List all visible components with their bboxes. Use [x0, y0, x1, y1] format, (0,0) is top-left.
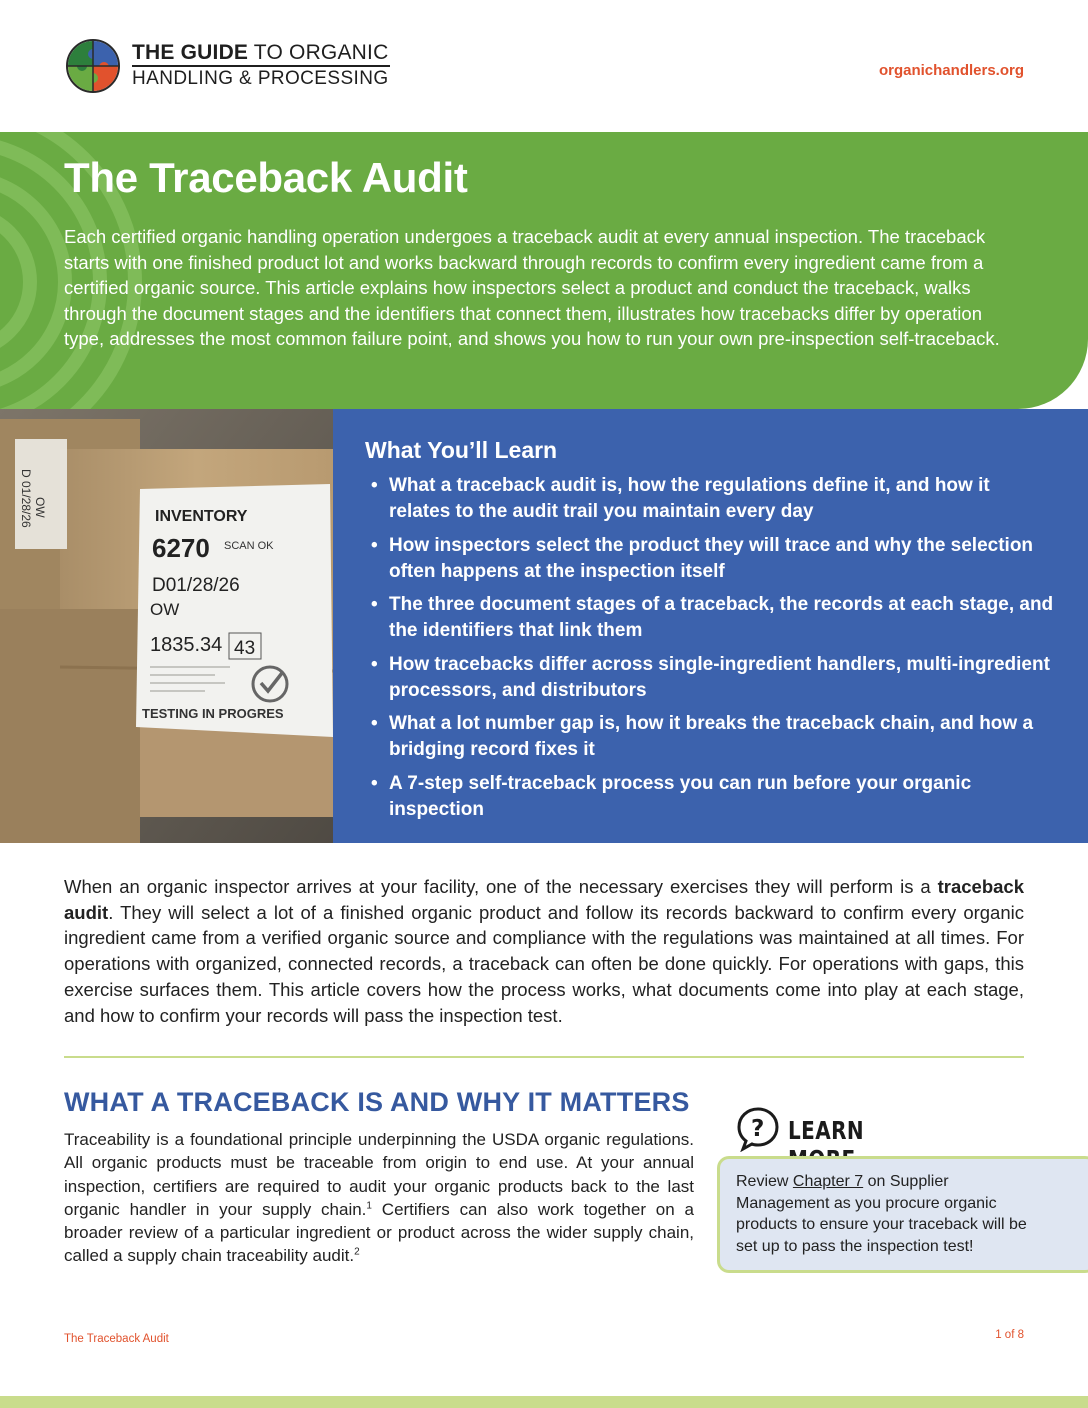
learn-more-header — [736, 1106, 956, 1152]
guide-logo[interactable] — [64, 38, 394, 94]
section-heading: WHAT A TRACEBACK IS AND WHY IT MATTERS — [64, 1087, 690, 1117]
question-bubble-icon — [736, 1106, 780, 1152]
intro-paragraph — [64, 874, 1024, 1028]
learn-more-text-start: Review — [736, 1173, 793, 1190]
page-number: 1 of 8 — [995, 1329, 1024, 1341]
label-status: TESTING IN PROGRES — [142, 706, 284, 721]
cardboard-boxes-illustration — [0, 409, 333, 843]
label-date: D01/28/26 — [152, 575, 240, 596]
learn-heading: What You’ll Learn — [365, 437, 558, 463]
learn-more-text-rest: on Supplier Management as you procure organic products to ensure your traceback will be set up to pass the inspection test! — [736, 1173, 1027, 1255]
learn-item: • The three document stages of a traceback, the records at each stage, and the identifiers that link them — [365, 592, 1055, 644]
learn-item: • What a traceback audit is, how the regulations define it, and how it relates to the audit trail you maintain every day — [365, 473, 1055, 525]
chapter-7-link[interactable]: Chapter 7 — [792, 1173, 864, 1190]
page-header — [0, 0, 1088, 132]
footer-title: The Traceback Audit — [64, 1333, 169, 1345]
what-youll-learn-panel — [333, 409, 1088, 843]
logo-subtitle: HANDLING & PROCESSING — [132, 68, 389, 89]
section-text-b: Certifiers can also work together on a broader review of a particular ingredient or product across the wider supply chain, called a supply chain traceability audit. — [64, 1199, 694, 1266]
learn-item: • How inspectors select the product they will trace and why the selection often happens at the inspection itself — [365, 533, 1055, 585]
section-divider — [64, 1056, 1024, 1058]
side-label-date: D 01/28/26 — [19, 469, 33, 528]
learn-list — [365, 473, 1055, 830]
intro-text-start: When an organic inspector arrives at your facility, one of the necessary exercises they will perform is a — [64, 876, 938, 897]
logo-wordmark — [132, 42, 394, 89]
label-title: INVENTORY — [155, 508, 248, 525]
learn-more-callout — [717, 1156, 1088, 1273]
inventory-box-photo — [0, 409, 333, 843]
hero-summary: Each certified organic handling operation undergoes a traceback audit at every annual inspection. The traceback starts with one finished product lot and works backward through records to confirm every ingredient came from a certified organic source. This article explains how inspectors select a product and conduct the traceback, walks through the document stages and the identifiers that connect them, illustrates how tracebacks differ by operation type, addresses the most common failure point, and shows you how to run your own pre-inspection self-traceback. — [64, 226, 1000, 349]
page-title: The Traceback Audit — [64, 154, 468, 201]
learn-item: • A 7-step self-traceback process you can run before your organic inspection — [365, 771, 1055, 823]
side-label-code: OW — [33, 497, 47, 518]
label-number: 6270 — [152, 533, 210, 563]
label-total: 1835.34 — [150, 634, 223, 656]
intro-text-rest: . They will select a lot of a finished organic product and follow its records backward to confirm every organic ingredient came from a verified organic source and compliance with the regulations was maintained at all times. For operations with organized, connected records, a traceback can often be done quickly. For operations with gaps, this exercise surfaces them. This article covers how the process works, what documents come into play at each stage, and how to confirm your records will pass the inspection test. — [64, 901, 1024, 1026]
hero-banner — [0, 132, 1088, 409]
site-url-link[interactable]: organichandlers.org — [878, 62, 1024, 79]
learn-more-text — [736, 1171, 1036, 1257]
footnote-ref-1[interactable]: 1 — [366, 1200, 372, 1212]
section-paragraph — [64, 1128, 694, 1268]
learn-item: • How tracebacks differ across single-ingredient handlers, multi-ingredient processors, and distributors — [365, 652, 1055, 704]
learn-more-label: LEARN — [788, 1116, 865, 1145]
footnote-ref-2[interactable]: 2 — [354, 1246, 360, 1258]
label-code: OW — [150, 600, 180, 619]
puzzle-globe-icon — [64, 38, 122, 94]
learn-item: • What a lot number gap is, how it breaks the traceback chain, and how a bridging record fixes it — [365, 711, 1055, 763]
label-count: 43 — [234, 638, 256, 659]
logo-title-light: TO ORGANIC — [248, 41, 389, 64]
footer-bar — [0, 1396, 1088, 1408]
svg-text:?: ? — [751, 1116, 765, 1142]
logo-title-bold: THE GUIDE — [132, 41, 249, 64]
label-scan: SCAN OK — [224, 540, 274, 552]
section-text-a: Traceability is a foundational principle underpinning the USDA organic regulations. All organic products must be traceable from origin to end use. At your annual inspection, certifiers are required to audit your organic products back to the last organic handler in your supply chain. — [64, 1130, 694, 1219]
logo-divider — [132, 65, 390, 67]
intro-term: traceback audit — [64, 876, 1024, 923]
